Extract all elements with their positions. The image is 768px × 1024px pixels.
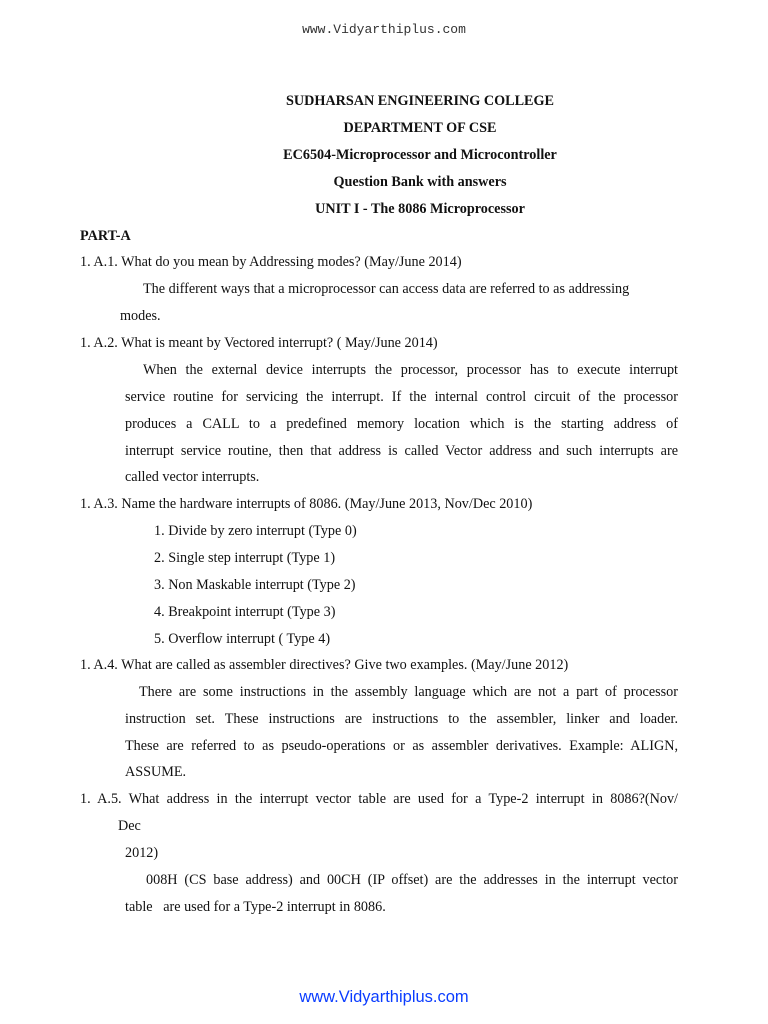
answer-1-line-1: The different ways that a microprocessor can access data are referred to as addressing [143, 281, 630, 297]
list-item: 4. Breakpoint interrupt (Type 3) [154, 604, 336, 620]
list-item: 5. Overflow interrupt ( Type 4) [154, 631, 331, 647]
answer-2-line-4: interrupt service routine, then that address is called Vector address and such interrupts are [125, 443, 678, 459]
footer-url[interactable] [0, 988, 768, 1007]
header-url: www.Vidyarthiplus.com [302, 22, 466, 37]
answer-2-line-5: called vector interrupts. [125, 469, 260, 485]
answer-5-line-1: 008H (CS base address) and 00CH (IP offset) are the addresses in the interrupt vector [146, 872, 678, 888]
answer-5-line-2: table are used for a Type-2 interrupt in 8086. [125, 899, 386, 915]
course-title: EC6504-Microprocessor and Microcontroller [283, 147, 557, 163]
unit-title: UNIT I - The 8086 Microprocessor [315, 201, 525, 217]
question-5-line-2: Dec [118, 818, 141, 834]
question-1: 1. A.1. What do you mean by Addressing modes? (May/June 2014) [80, 254, 462, 270]
question-3: 1. A.3. Name the hardware interrupts of 8086. (May/June 2013, Nov/Dec 2010) [80, 496, 533, 512]
answer-2-line-2: service routine for servicing the interrupt. If the internal control circuit of the processor [125, 389, 678, 405]
answer-2-line-3: produces a CALL to a predefined memory location which is the starting address of [125, 416, 678, 432]
answer-2-line-1: When the external device interrupts the processor, processor has to execute interrupt [143, 362, 678, 378]
answer-4-line-2: instruction set. These instructions are instructions to the assembler, linker and loader. [125, 711, 678, 727]
list-item: 3. Non Maskable interrupt (Type 2) [154, 577, 356, 593]
question-2: 1. A.2. What is meant by Vectored interrupt? ( May/June 2014) [80, 335, 438, 351]
answer-4-line-1: There are some instructions in the assembly language which are not a part of processor [139, 684, 678, 700]
answer-4-line-4: ASSUME. [125, 764, 187, 780]
part-label: PART-A [80, 228, 131, 244]
college-title: SUDHARSAN ENGINEERING COLLEGE [285, 93, 555, 109]
footer-link[interactable]: www.Vidyarthiplus.com [299, 988, 469, 1006]
list-item: 2. Single step interrupt (Type 1) [154, 550, 336, 566]
answer-1-line-2: modes. [120, 308, 161, 324]
question-5-line-1: 1. A.5. What address in the interrupt vector table are used for a Type-2 interrupt in 8086?(Nov/ [80, 791, 678, 807]
question-4: 1. A.4. What are called as assembler directives? Give two examples. (May/June 2012) [80, 657, 569, 673]
department-title: DEPARTMENT OF CSE [343, 120, 497, 136]
answer-4-line-3: These are referred to as pseudo-operations or as assembler derivatives. Example: ALIGN, [125, 738, 678, 754]
doc-type-title: Question Bank with answers [333, 174, 507, 190]
question-5-line-3: 2012) [125, 845, 159, 861]
list-item: 1. Divide by zero interrupt (Type 0) [154, 523, 357, 539]
